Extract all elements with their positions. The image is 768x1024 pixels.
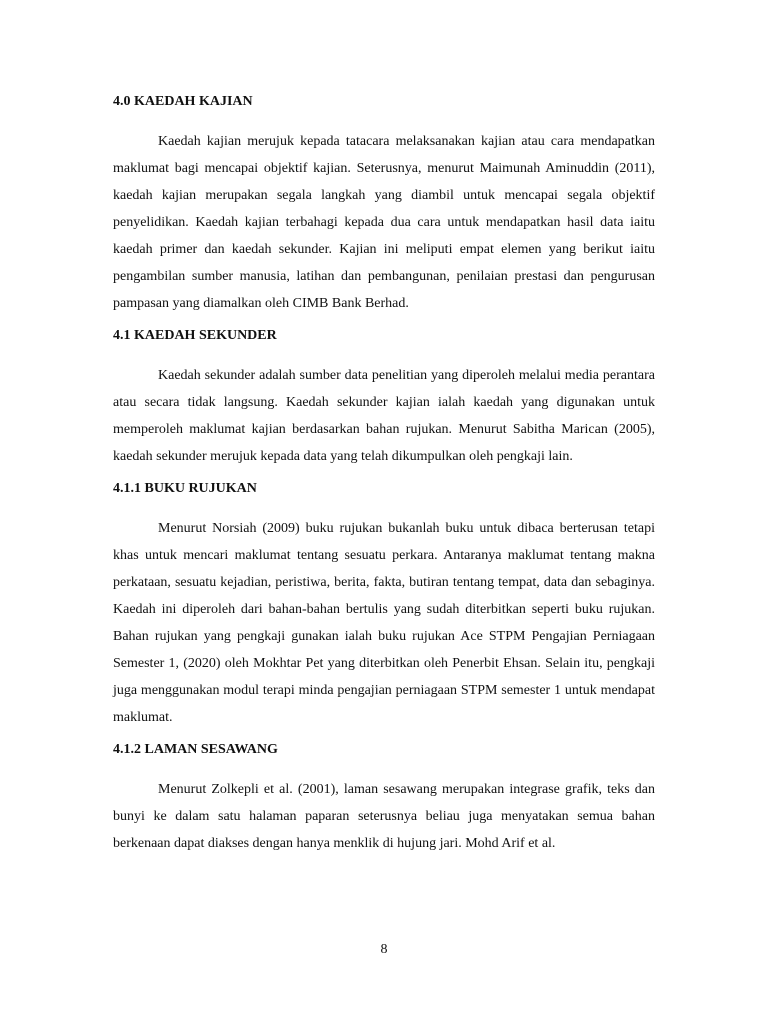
paragraph-kaedah-kajian: Kaedah kajian merujuk kepada tatacara melaksanakan kajian atau cara mendapatkan maklumat bagi mencapai objektif kajian. Seterusnya, menurut Maimunah Aminuddin (2011), kaedah kajian merupakan segala langkah yang diambil untuk mencapai segala objektif penyelidikan. Kaedah kajian terbahagi kepada dua cara untuk mendapatkan hasil data iaitu kaedah primer dan kaedah sekunder. Kajian ini meliputi empat elemen yang berikut iaitu pengambilan sumber manusia, latihan dan pembangunan, penilaian prestasi dan pengurusan pampasan yang diamalkan oleh CIMB Bank Berhad. [113, 134, 655, 311]
page-number: 8 [380, 942, 388, 957]
section-heading-kaedah-sekunder: 4.1 KAEDAH SEKUNDER [113, 328, 277, 343]
document-body [113, 92, 655, 866]
section-heading-kaedah-kajian: 4.0 KAEDAH KAJIAN [113, 94, 253, 109]
paragraph-kaedah-sekunder: Kaedah sekunder adalah sumber data penelitian yang diperoleh melalui media perantara atau secara tidak langsung. Kaedah sekunder kajian ialah kaedah yang digunakan untuk memperoleh maklumat kajian berdasarkan bahan rujukan. Menurut Sabitha Marican (2005), kaedah sekunder merujuk kepada data yang telah dikumpulkan oleh pengkaji lain. [113, 368, 655, 464]
section-heading-laman-sesawang: 4.1.2 LAMAN SESAWANG [113, 742, 278, 757]
paragraph-buku-rujukan: Menurut Norsiah (2009) buku rujukan bukanlah buku untuk dibaca berterusan tetapi khas untuk mencari maklumat tentang sesuatu perkara. Antaranya maklumat tentang makna perkataan, sesuatu kejadian, peristiwa, berita, fakta, butiran tentang tempat, data dan sebaginya. Kaedah ini diperoleh dari bahan-bahan bertulis yang sudah diterbitkan seperti buku rujukan. Bahan rujukan yang pengkaji gunakan ialah buku rujukan Ace STPM Pengajian Perniagaan Semester 1, (2020) oleh Mokhtar Pet yang diterbitkan oleh Penerbit Ehsan. Selain itu, pengkaji juga menggunakan modul terapi minda pengajian perniagaan STPM semester 1 untuk mendapat maklumat. [113, 521, 655, 725]
section-heading-buku-rujukan: 4.1.1 BUKU RUJUKAN [113, 481, 257, 496]
paragraph-laman-sesawang: Menurut Zolkepli et al. (2001), laman sesawang merupakan integrase grafik, teks dan bunyi ke dalam satu halaman paparan seterusnya beliau juga menyatakan semua bahan berkenaan dapat diakses dengan hanya menklik di hujung jari. Mohd Arif et al. [113, 782, 655, 851]
